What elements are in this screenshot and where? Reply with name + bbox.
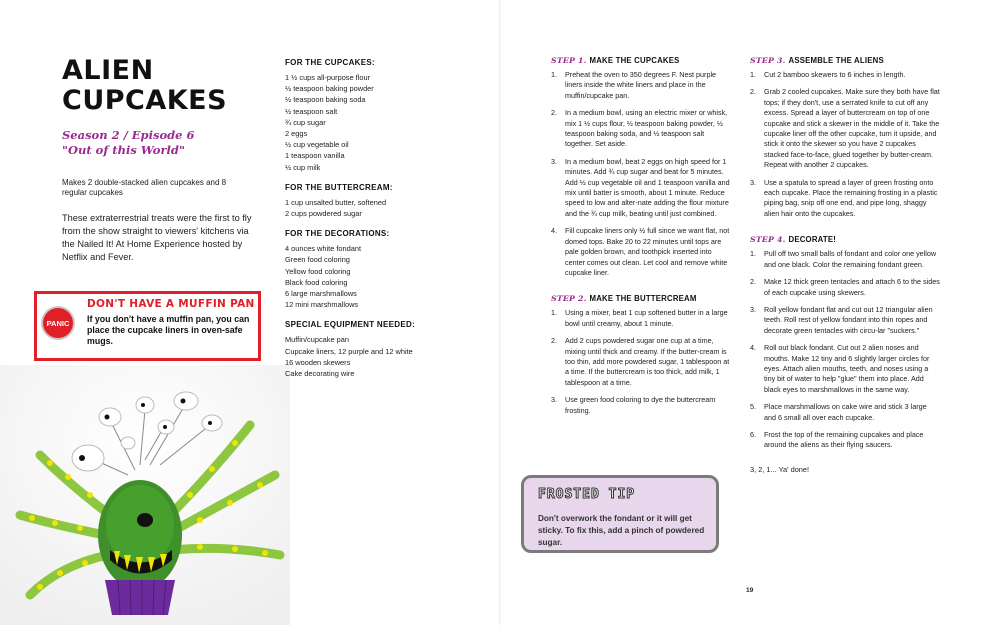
alien-cupcake-photo bbox=[0, 365, 290, 625]
ingredient-item: 1 teaspoon vanilla bbox=[285, 151, 345, 161]
instruction-item bbox=[750, 343, 940, 395]
instruction-text: Using a mixer, beat 1 cup softened butter in a large bowl until creamy, about 1 minute. bbox=[565, 308, 728, 328]
ingredient-item: Yellow food coloring bbox=[285, 266, 351, 276]
step-title: MAKE THE CUPCAKES bbox=[589, 56, 680, 65]
step-instructions bbox=[750, 249, 940, 451]
ingredient-item: 12 mini marshmallows bbox=[285, 300, 359, 310]
instruction-number: 1. bbox=[750, 70, 756, 79]
ingredient-section-heading: FOR THE BUTTERCREAM: bbox=[285, 182, 393, 192]
alien-nose bbox=[137, 513, 153, 527]
instruction-number: 1. bbox=[551, 308, 557, 318]
instruction-item bbox=[750, 249, 940, 270]
ingredient-list bbox=[285, 197, 470, 219]
step-heading bbox=[750, 56, 940, 65]
instruction-number: 6. bbox=[750, 429, 756, 439]
recipe-yield: Makes 2 double-stacked alien cupcakes and 8 regular cupcakes bbox=[62, 178, 227, 197]
instruction-item bbox=[551, 70, 733, 101]
ingredient-item: Muffin/cupcake pan bbox=[285, 335, 349, 345]
panic-callout bbox=[34, 291, 261, 361]
instruction-text: Make 12 thick green tentacles and attach 6 to the sides of each cupcake using skewers. bbox=[764, 277, 940, 297]
step-heading bbox=[551, 294, 733, 303]
ingredient-item: Green food coloring bbox=[285, 255, 350, 265]
ingredient-item: ½ teaspoon baking powder bbox=[285, 84, 374, 94]
step-title: ASSEMBLE THE ALIENS bbox=[788, 56, 884, 65]
instruction-number: 5. bbox=[750, 402, 756, 412]
instruction-text: Use green food coloring to dye the buttercream frosting. bbox=[565, 395, 716, 415]
episode-number: Season 2 / Episode 6 bbox=[62, 128, 195, 142]
recipe-outro: 3, 2, 1... Ya' done! bbox=[750, 464, 810, 474]
recipe-intro: These extraterrestrial treats were the first to fly from the show straight to viewers' kitchens via the Nailed It! At Home Experience hosted by Netflix and Fever. bbox=[62, 213, 252, 262]
ingredient-item: ½ teaspoon baking soda bbox=[285, 95, 366, 105]
instruction-text: In a medium bowl, beat 2 eggs on high speed for 1 minutes. Add ¾ cup sugar and beat for 5 minutes. Add ½ cup vegetable oil and 1 teaspoon vanilla and mix until batter is smooth, about 1 minute. Reduce speed to low and alter-nate adding the flour mixture and the ¾ cup milk, beating until just combined. bbox=[565, 156, 730, 218]
page-number: 19 bbox=[746, 587, 754, 594]
instruction-item bbox=[551, 226, 733, 278]
instruction-item bbox=[750, 277, 940, 298]
ingredient-section-heading: SPECIAL EQUIPMENT NEEDED: bbox=[285, 320, 416, 330]
instruction-text: Add 2 cups powdered sugar one cup at a time, mixing until thick and creamy. If the butter-cream is too thin, add more powdered sugar, 1 tablespoon at a time. If the buttercream is too thick, add milk, 1 tablespoon at a time. bbox=[565, 336, 730, 387]
steps-column-1 bbox=[551, 56, 733, 423]
step-label: STEP 1. bbox=[551, 56, 587, 65]
ingredient-item: 6 large marshmallows bbox=[285, 289, 357, 299]
ingredient-list bbox=[285, 243, 470, 310]
instruction-text: In a medium bowl, using an electric mixer or whisk, mix 1 ½ cups flour, ½ teaspoon baking powder, ½ teaspoon baking soda, and ½ teaspoon salt together. Set aside. bbox=[565, 108, 728, 149]
instruction-text: Roll out black fondant. Cut out 2 alien noses and mouths. Make 12 tiny and 6 slightly larger circles for eyes. Attach alien mouths, teeth, and noses using a tiny bit of water to help "glue" them into place. Add black eyes to marshmallows in the same way. bbox=[764, 343, 930, 394]
ingredient-item: 16 wooden skewers bbox=[285, 357, 351, 367]
ingredient-item: Cupcake liners, 12 purple and 12 white bbox=[285, 346, 413, 356]
ingredient-item: Black food coloring bbox=[285, 277, 348, 287]
instruction-item bbox=[750, 87, 940, 170]
episode-info bbox=[62, 128, 194, 158]
ingredient-list bbox=[285, 334, 470, 379]
step-label: STEP 2. bbox=[551, 294, 587, 304]
instruction-number: 3. bbox=[750, 304, 756, 314]
instruction-item bbox=[551, 395, 733, 416]
step-title: DECORATE! bbox=[788, 235, 837, 245]
instruction-item bbox=[750, 70, 940, 80]
instruction-number: 2. bbox=[551, 108, 557, 118]
ingredient-item: ¾ cup sugar bbox=[285, 117, 326, 127]
instruction-number: 4. bbox=[551, 226, 557, 236]
episode-title: "Out of this World" bbox=[62, 143, 185, 157]
instruction-number: 3. bbox=[551, 156, 557, 166]
page-gutter bbox=[499, 0, 501, 625]
instruction-text: Cut 2 bamboo skewers to 6 inches in length. bbox=[764, 70, 906, 79]
instruction-text: Roll yellow fondant flat and cut out 12 triangular alien teeth. Roll rest of yellow fondant into thin ropes and decorate green tentacles with circu-lar "suckers." bbox=[764, 304, 933, 335]
instruction-item bbox=[750, 305, 940, 336]
step-heading bbox=[551, 56, 733, 65]
ingredient-item: 2 cups powdered sugar bbox=[285, 209, 362, 219]
ingredient-item: ½ cup vegetable oil bbox=[285, 140, 349, 150]
instruction-text: Use a spatula to spread a layer of green frosting onto each cupcake. Place the remaining frosting in a plastic piping bag, snip off one end, and pipe long, shaggy alien hair onto the cupcakes. bbox=[764, 177, 938, 218]
step-instructions bbox=[551, 70, 733, 278]
panic-text: If you don't have a muffin pan, you can place the cupcake liners in oven-safe mugs. bbox=[87, 314, 250, 346]
panic-badge: PANIC bbox=[43, 308, 73, 338]
title-line-1: ALIEN bbox=[62, 55, 154, 86]
ingredient-section-heading: FOR THE CUPCAKES: bbox=[285, 58, 375, 67]
instruction-number: 4. bbox=[750, 343, 756, 353]
instruction-item bbox=[551, 336, 733, 388]
panic-title: DON'T HAVE A MUFFIN PAN bbox=[87, 298, 255, 310]
ingredient-item: 1 ½ cups all-purpose flour bbox=[285, 73, 371, 82]
instruction-number: 1. bbox=[750, 249, 756, 259]
instruction-number: 3. bbox=[750, 177, 756, 187]
steps-column-2 bbox=[750, 56, 940, 474]
step-title: MAKE THE BUTTERCREAM bbox=[589, 294, 697, 304]
instruction-text: Preheat the oven to 350 degrees F. Nest purple liners inside the white liners and place in the muffin/cupcake pan. bbox=[565, 70, 717, 100]
ingredient-item: 4 ounces white fondant bbox=[285, 244, 362, 254]
instruction-number: 2. bbox=[750, 87, 756, 97]
instruction-text: Frost the top of the remaining cupcakes and place around the aliens as their flying saucers. bbox=[764, 429, 924, 450]
frosted-tip-callout bbox=[521, 475, 719, 553]
instruction-text: Grab 2 cooled cupcakes. Make sure they both have flat tops; if they don't, use a serrated knife to cut off any excess. Spread a layer of buttercream on top of one cupcake and stick a skewer in the middle of it. Take the cupcake liner off the other cupcake, turn it upside, and stick it onto the skewer so you have 2 cupcakes stacked face-to-face, glued together by butter-cream. Repeat with another 2 cupcakes. bbox=[764, 87, 940, 170]
ingredient-item: Cake decorating wire bbox=[285, 369, 355, 379]
instruction-text: Pull off two small balls of fondant and color one yellow and one black. Color the remaining fondant green. bbox=[764, 249, 937, 269]
ingredient-item: 1 cup unsalted butter, softened bbox=[285, 197, 387, 207]
recipe-title bbox=[62, 56, 227, 116]
ingredient-list bbox=[285, 72, 470, 173]
ingredient-item: 2 eggs bbox=[285, 129, 308, 139]
instruction-number: 2. bbox=[750, 277, 756, 287]
instruction-text: Place marshmallows on cake wire and stick 3 large and 6 small all over each cupcake. bbox=[764, 402, 927, 422]
step-heading bbox=[750, 235, 940, 244]
instruction-item bbox=[750, 402, 940, 423]
tip-text: Don't overwork the fondant or it will get sticky. To fix this, add a pinch of powdered sugar. bbox=[538, 514, 705, 547]
instruction-number: 3. bbox=[551, 395, 557, 405]
ingredients-column bbox=[285, 58, 470, 389]
ingredient-item: ½ teaspoon salt bbox=[285, 106, 338, 116]
step-instructions bbox=[750, 70, 940, 219]
instruction-item bbox=[750, 178, 940, 220]
tip-title: FROSTED TIP bbox=[538, 487, 636, 502]
ingredient-section-heading: FOR THE DECORATIONS: bbox=[285, 229, 390, 239]
instruction-item bbox=[551, 308, 733, 329]
instruction-number: 2. bbox=[551, 336, 557, 346]
step-instructions bbox=[551, 308, 733, 416]
ingredient-item: ½ cup milk bbox=[285, 162, 321, 172]
instruction-item bbox=[551, 157, 733, 219]
instruction-item bbox=[551, 108, 733, 150]
instruction-item bbox=[750, 430, 940, 451]
step-label: STEP 3. bbox=[750, 56, 786, 65]
title-line-2: CUPCAKES bbox=[62, 85, 228, 116]
instruction-text: Fill cupcake liners only ½ full since we want flat, not domed tops. Bake 20 to 22 minutes until tops are pale golden brown, and toothpick inserted into center comes out clean. Let cool and remove white cupcake liner. bbox=[565, 226, 730, 277]
step-label: STEP 4. bbox=[750, 235, 786, 245]
instruction-number: 1. bbox=[551, 70, 557, 79]
